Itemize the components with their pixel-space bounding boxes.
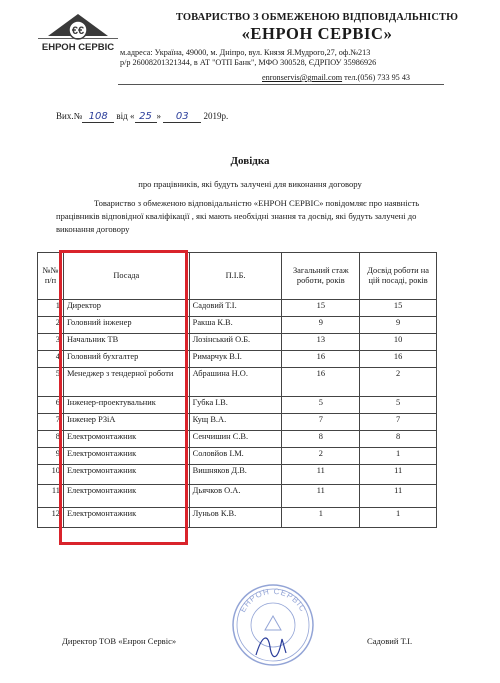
document-subtitle: про працівників, які будуть залучені для виконання договору xyxy=(138,179,362,189)
row-total-experience: 9 xyxy=(282,317,360,334)
date-day: 25 xyxy=(139,111,152,122)
row-position: Менеджер з тендерної роботи xyxy=(63,368,189,397)
svg-text:€€: €€ xyxy=(71,25,85,37)
highlight-box xyxy=(59,250,188,545)
row-number: 10 xyxy=(38,465,64,485)
row-name: Дьячков О.А. xyxy=(189,485,282,508)
row-name: Ракша К.В. xyxy=(189,317,282,334)
row-position: Інженер-проектувальник xyxy=(63,397,189,414)
row-position-experience: 1 xyxy=(360,448,437,465)
row-name: Вишняков Д.В. xyxy=(189,465,282,485)
row-name: Кущ В.А. xyxy=(189,414,282,431)
row-position: Головний інженер xyxy=(63,317,189,334)
row-total-experience: 1 xyxy=(282,508,360,528)
row-position-experience: 1 xyxy=(360,508,437,528)
header-num: №№ п/п xyxy=(38,253,64,300)
row-total-experience: 13 xyxy=(282,334,360,351)
row-position: Начальник ТВ xyxy=(63,334,189,351)
row-name: Садовий Т.І. xyxy=(189,300,282,317)
row-total-experience: 8 xyxy=(282,431,360,448)
row-total-experience: 15 xyxy=(282,300,360,317)
row-position-experience: 11 xyxy=(360,485,437,508)
row-position-experience: 11 xyxy=(360,465,437,485)
row-number: 6 xyxy=(38,397,64,414)
signature xyxy=(252,625,292,665)
bank-details: р/р 26008201321344, в АТ "ОТП Банк", МФО 300528, ЄДРПОУ 35986926 xyxy=(120,58,377,67)
company-name: ТОВАРИСТВО З ОБМЕЖЕНОЮ ВІДПОВІДАЛЬНІСТЮ xyxy=(175,12,459,23)
row-position-experience: 8 xyxy=(360,431,437,448)
row-name: Римарчук В.І. xyxy=(189,351,282,368)
row-position: Електромонтажник xyxy=(63,465,189,485)
row-position: Інженер РЗіА xyxy=(63,414,189,431)
row-position-experience: 15 xyxy=(360,300,437,317)
header-total-experience: Загальний стаж роботи, років xyxy=(282,253,360,300)
row-name: Соловйов І.М. xyxy=(189,448,282,465)
row-position-experience: 9 xyxy=(360,317,437,334)
email-link[interactable]: enronservis@gmail.com xyxy=(262,73,343,82)
row-position: Електромонтажник xyxy=(63,508,189,528)
intro-paragraph xyxy=(56,197,448,236)
row-position: Головний бухгалтер xyxy=(63,351,189,368)
row-total-experience: 16 xyxy=(282,351,360,368)
svg-text:ЕНРОН СЕРВІС xyxy=(238,587,308,614)
row-position: Електромонтажник xyxy=(63,485,189,508)
row-position-experience: 7 xyxy=(360,414,437,431)
signatory-title: Директор ТОВ «Енрон Сервіс» xyxy=(62,636,177,646)
row-number: 7 xyxy=(38,414,64,431)
outgoing-reference xyxy=(56,111,228,123)
divider xyxy=(118,84,444,85)
date-label: від « xyxy=(116,111,135,121)
row-total-experience: 5 xyxy=(282,397,360,414)
row-position-experience: 16 xyxy=(360,351,437,368)
row-total-experience: 11 xyxy=(282,485,360,508)
company-logo xyxy=(36,10,120,56)
row-name: Губка І.В. xyxy=(189,397,282,414)
document-title: Довідка xyxy=(230,155,270,167)
row-position-experience: 10 xyxy=(360,334,437,351)
date-year: 2019р. xyxy=(203,111,229,121)
row-number: 3 xyxy=(38,334,64,351)
row-number: 1 xyxy=(38,300,64,317)
header-name: П.І.Б. xyxy=(189,253,282,300)
row-name: Сенчишин С.В. xyxy=(189,431,282,448)
company-brand: «ЕНРОН СЕРВІС» xyxy=(241,24,393,43)
logo-text: ЕНРОН СЕРВІС xyxy=(41,42,115,53)
row-name: Луньов К.В. xyxy=(189,508,282,528)
row-position: Електромонтажник xyxy=(63,448,189,465)
address-line: м.адреса: Україна, 49000, м. Дніпро, вул. Князя Я.Мудрого,27, оф.№213 xyxy=(120,48,371,57)
stamp-text: ЕНРОН СЕРВІС xyxy=(238,586,308,614)
row-position-experience: 2 xyxy=(360,368,437,397)
row-position: Електромонтажник xyxy=(63,431,189,448)
row-number: 12 xyxy=(38,508,64,528)
row-name: Лозінський О.Б. xyxy=(189,334,282,351)
phone: тел.(056) 733 95 43 xyxy=(344,73,411,82)
row-total-experience: 2 xyxy=(282,448,360,465)
close-quote: » xyxy=(156,111,161,121)
row-position-experience: 5 xyxy=(360,397,437,414)
header-position-experience: Досвід роботи на цій посаді, років xyxy=(360,253,437,300)
row-number: 9 xyxy=(38,448,64,465)
contacts xyxy=(262,73,410,82)
date-month: 03 xyxy=(175,111,189,122)
row-number: 4 xyxy=(38,351,64,368)
row-number: 2 xyxy=(38,317,64,334)
row-number: 8 xyxy=(38,431,64,448)
row-name: Абрашина Н.О. xyxy=(189,368,282,397)
header-position: Посада xyxy=(63,253,189,300)
outgoing-number: 108 xyxy=(88,111,108,122)
signatory-name: Садовий Т.І. xyxy=(367,636,413,646)
row-position: Директор xyxy=(63,300,189,317)
outgoing-prefix: Вих.№ xyxy=(56,111,83,121)
intro-text: Товариство з обмеженою відповідальністю «ЕНРОН СЕРВІС» повідомляє про наявність працівників відповідної кваліфікації , які мають необхідні знання та досвід, які будуть залучені до виконання договору xyxy=(56,198,420,234)
row-total-experience: 16 xyxy=(282,368,360,397)
row-total-experience: 7 xyxy=(282,414,360,431)
row-total-experience: 11 xyxy=(282,465,360,485)
row-number: 11 xyxy=(38,485,64,508)
row-number: 5 xyxy=(38,368,64,397)
